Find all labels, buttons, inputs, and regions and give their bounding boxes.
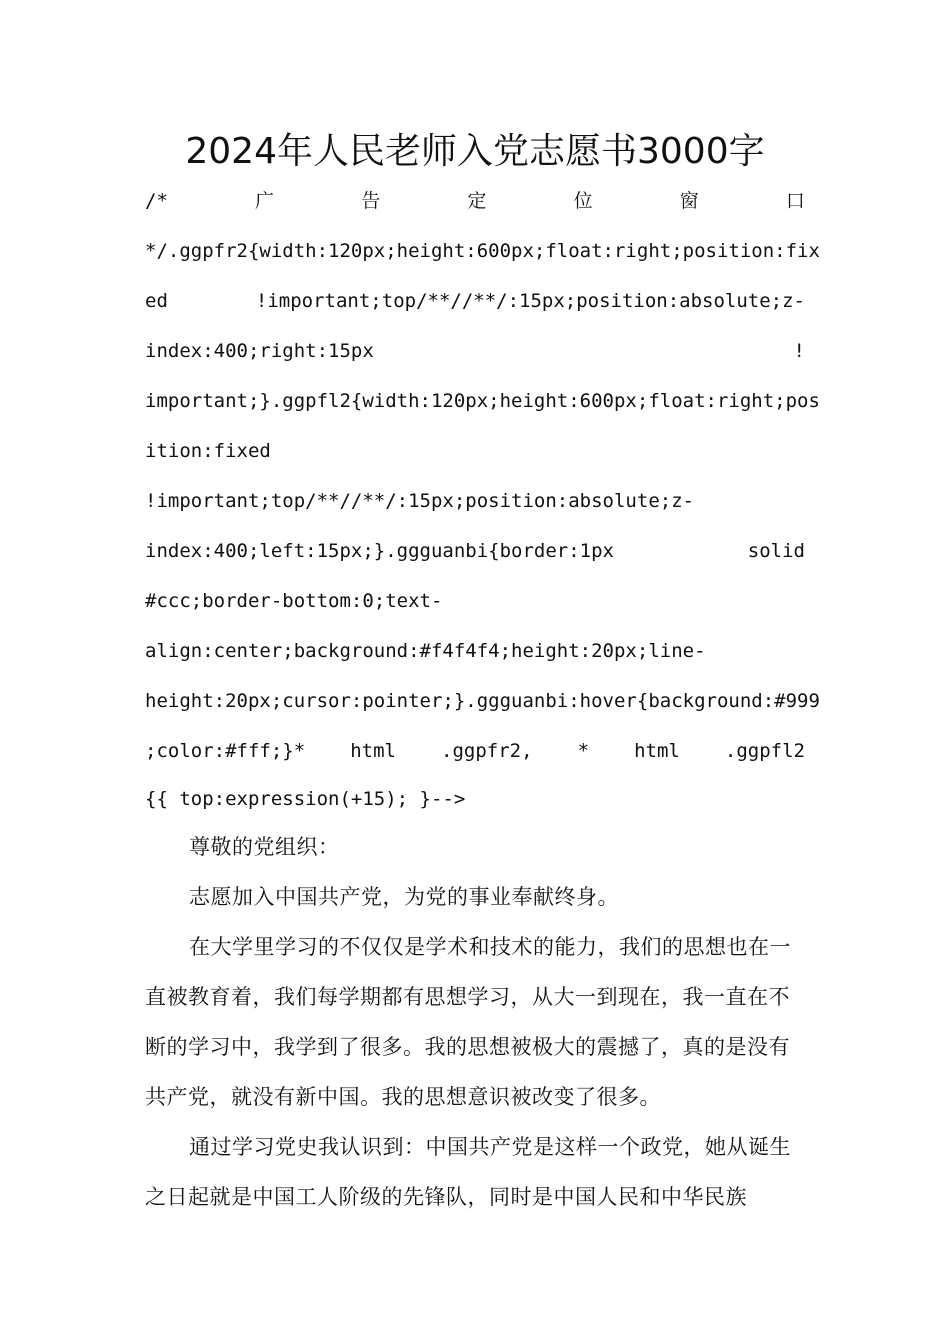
code-token: 广 <box>255 190 275 212</box>
salutation: 尊敬的党组织： <box>189 835 340 859</box>
code-token: index:400;right:15px <box>145 340 374 362</box>
code-token: * <box>577 740 590 762</box>
paragraph: 通过学习党史我认识到：中国共产党是这样一个政党，她从诞生之日起就是中国工人阶级的先锋队，同时是中国人民和中华民族 <box>145 1135 791 1209</box>
code-line-6: ition:fixed <box>145 440 271 462</box>
code-line-8 <box>145 526 805 576</box>
paragraph: 在大学里学习的不仅仅是学术和技术的能力，我们的思想也在一直被教育着，我们每学期都有思想学习，从大一到现在，我一直在不断的学习中，我学到了很多。我的思想被极大的震撼了，真的是没有共产党，就没有新中国。我的思想意识被改变了很多。 <box>145 935 791 1109</box>
code-token: 告 <box>361 190 381 212</box>
code-line-11: height:20px;cursor:pointer;}.ggguanbi:hover{background:#999 <box>145 690 820 712</box>
code-token: 口 <box>785 190 805 212</box>
code-line-13: {{ top:expression(+15); }--> <box>145 788 466 810</box>
code-token: html <box>350 740 396 762</box>
code-line-2: */.ggpfr2{width:120px;height:600px;float:right;position:fix <box>145 240 820 262</box>
code-line-1 <box>145 176 805 226</box>
code-line-7: !important;top/**//**/:15px;position:absolute;z- <box>145 490 695 512</box>
code-token: 定 <box>467 190 487 212</box>
code-token: ;color:#fff;}* <box>145 740 306 762</box>
code-line-3 <box>145 276 805 326</box>
code-token: index:400;left:15px;}.ggguanbi{border:1px <box>145 540 614 562</box>
code-line-10: align:center;background:#f4f4f4;height:20px;line- <box>145 640 706 662</box>
code-token: .ggpfl2 <box>724 740 805 762</box>
code-line-9: #ccc;border-bottom:0;text- <box>145 590 443 612</box>
code-token: /* <box>145 190 168 212</box>
code-line-5: important;}.ggpfl2{width:120px;height:600px;float:right;pos <box>145 390 820 412</box>
code-token: !important;top/**//**/:15px;position:absolute;z- <box>255 290 805 312</box>
code-line-4 <box>145 326 805 376</box>
code-token: ed <box>145 290 168 312</box>
code-token: .ggpfr2, <box>441 740 533 762</box>
code-token: solid <box>747 540 805 562</box>
code-token: ! <box>793 340 805 362</box>
code-token: 位 <box>573 190 593 212</box>
code-token: 窗 <box>679 190 699 212</box>
code-line-12 <box>145 726 805 776</box>
paragraph: 志愿加入中国共产党，为党的事业奉献终身。 <box>189 885 619 909</box>
document-title: 2024年人民老师入党志愿书3000字 <box>185 131 765 172</box>
code-token: html <box>634 740 680 762</box>
